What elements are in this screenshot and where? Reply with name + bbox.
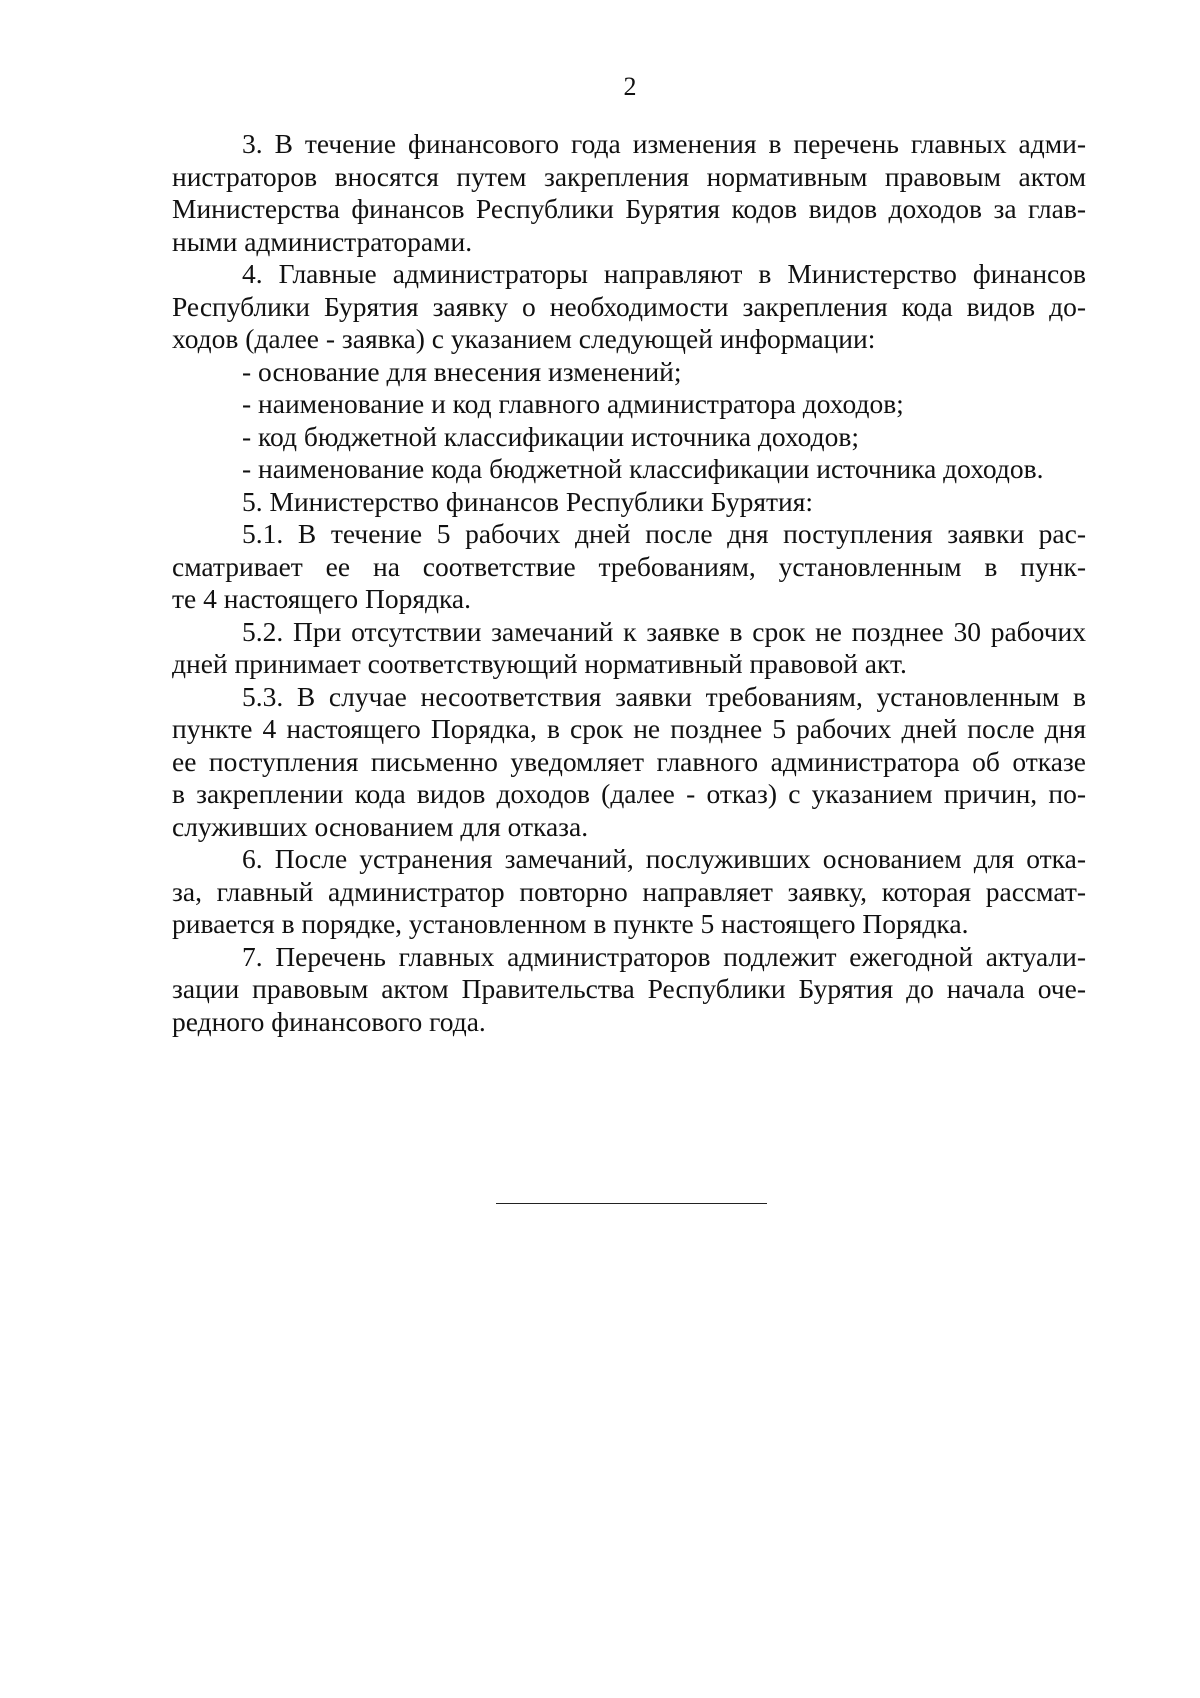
text-line: те 4 настоящего Порядка.: [172, 583, 472, 614]
text-line: ными администраторами.: [172, 225, 473, 257]
text-line: 4. Главные администраторы направляют в Министерство финансов: [242, 258, 1086, 289]
text-line: - наименование кода бюджетной классификации источника доходов.: [242, 453, 1044, 484]
text-line: 5.1. В течение 5 рабочих дней после дня поступления заявки рас-: [242, 518, 1086, 549]
paragraph-p5-1: [172, 518, 1086, 616]
text-line: служивших основанием для отказа.: [172, 810, 589, 842]
text-line: сматривает ее на соответствие требованиям, установленным в пунк-: [172, 550, 1086, 582]
text-line: 5.3. В случае несоответствия заявки требованиям, установленным в: [242, 680, 1086, 712]
text-line: редного финансового года.: [172, 1005, 486, 1037]
text-line: ходов (далее - заявка) с указанием следующей информации:: [172, 323, 876, 354]
text-line: в закреплении кода видов доходов (далее - отказ) с указанием причин, по-: [172, 778, 1086, 809]
paragraph-p4-item1: [172, 356, 1086, 389]
end-separator-line: [496, 1203, 767, 1204]
text-line: нистраторов вносятся путем закрепления нормативным правовым актом: [172, 160, 1086, 192]
text-line: дней принимает соответствующий нормативный правовой акт.: [172, 648, 907, 679]
text-line: 5.2. При отсутствии замечаний к заявке в срок не позднее 30 рабочих: [242, 615, 1086, 647]
paragraph-p4-item2: [172, 388, 1086, 421]
text-line: зации правовым актом Правительства Республики Бурятия до начала оче-: [172, 973, 1086, 1004]
paragraph-p6: [172, 843, 1086, 941]
paragraph-p5-2: [172, 616, 1086, 681]
text-line: - основание для внесения изменений;: [242, 355, 682, 387]
paragraph-p3: [172, 128, 1086, 258]
paragraph-p4-item4: [172, 453, 1086, 486]
paragraph-p5: [172, 486, 1086, 519]
text-line: ривается в порядке, установленном в пункте 5 настоящего Порядка.: [172, 908, 969, 939]
text-line: ее поступления письменно уведомляет главного администратора об отказе: [172, 745, 1086, 777]
text-line: Республики Бурятия заявку о необходимости закрепления кода видов до-: [172, 290, 1086, 322]
text-line: пункте 4 настоящего Порядка, в срок не позднее 5 рабочих дней после дня: [172, 713, 1086, 744]
text-line: за, главный администратор повторно направляет заявку, которая рассмат-: [172, 875, 1086, 907]
paragraph-p7: [172, 941, 1086, 1039]
page-number: 2: [623, 72, 637, 101]
text-line: 5. Министерство финансов Республики Бурятия:: [242, 485, 814, 517]
text-line: Министерства финансов Республики Бурятия кодов видов доходов за глав-: [172, 193, 1086, 224]
text-line: - код бюджетной классификации источника доходов;: [242, 420, 859, 452]
text-line: - наименование и код главного администратора доходов;: [242, 388, 904, 419]
text-line: 7. Перечень главных администраторов подлежит ежегодной актуали-: [242, 940, 1086, 972]
text-line: 6. После устранения замечаний, послуживших основанием для отка-: [242, 843, 1086, 874]
paragraph-p4-item3: [172, 421, 1086, 454]
paragraph-p5-3: [172, 681, 1086, 844]
document-body: [172, 128, 1086, 1038]
text-line: 3. В течение финансового года изменения в перечень главных адми-: [242, 128, 1086, 159]
paragraph-p4: [172, 258, 1086, 356]
